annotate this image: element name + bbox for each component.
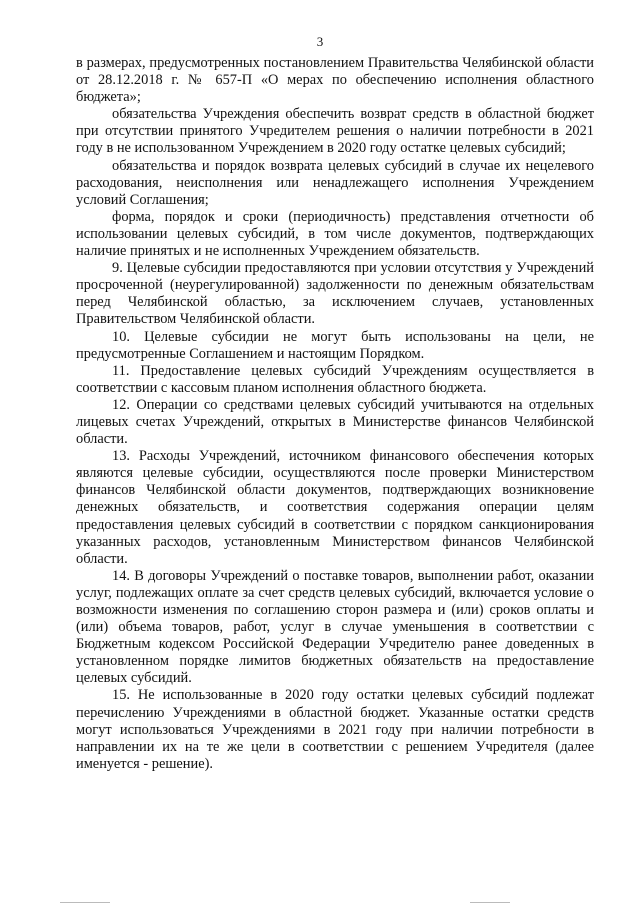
paragraph-item-10: 10. Целевые субсидии не могут быть использованы на цели, не предусмотренные Соглашением и настоящим Порядком. — [76, 328, 594, 362]
paragraph-reporting-form: форма, порядок и сроки (периодичность) представления отчетности об использовании целевых субсидий, в том числе документов, подтверждающих наличие принятых и не исполненных Учреждением обязательств. — [76, 208, 594, 260]
paragraph-item-9: 9. Целевые субсидии предоставляются при условии отсутствия у Учреждений просроченной (неурегулированной) задолженности по денежным обязательствам перед Челябинской областью, за исключением случаев, установленных Правительством Челябинской области. — [76, 260, 594, 328]
paragraph-item-15: 15. Не использованные в 2020 году остатки целевых субсидий подлежат перечислению Учреждениями в областной бюджет. Указанные остатки средств могут использоваться Учреждениями в 2021 году при наличии потребности в направлении их на те же цели в соответствии с решением Учредителя (далее именуется - решение). — [76, 687, 594, 772]
paragraph-continuation: в размерах, предусмотренных постановлением Правительства Челябинской области от 28.12.2018 г. № 657-П «О мерах по обеспечению исполнения областного бюджета»; — [76, 55, 594, 106]
document-body — [76, 55, 594, 773]
page-number: 3 — [316, 34, 324, 49]
paragraph-item-13: 13. Расходы Учреждений, источником финансового обеспечения которых являются целевые субсидии, осуществляются после проверки Министерством финансов Челябинской области документов, подтверждающих возникновение денежных обязательств, и соответствия содержания операции целям предоставления целевых субсидий в соответствии с порядком санкционирования указанных расходов, установленным Министерством финансов Челябинской области. — [76, 448, 594, 567]
paragraph-item-12: 12. Операции со средствами целевых субсидий учитываются на отдельных лицевых счетах Учреждений, открытых в Министерстве финансов Челябинской области. — [76, 396, 594, 448]
paragraph-return-procedure: обязательства и порядок возврата целевых субсидий в случае их нецелевого расходования, неисполнения или ненадлежащего исполнения Учреждением условий Соглашения; — [76, 157, 594, 208]
paragraph-item-11: 11. Предоставление целевых субсидий Учреждениям осуществляется в соответствии с кассовым планом исполнения областного бюджета. — [76, 362, 594, 396]
scan-edge-mark-left — [60, 902, 110, 903]
scan-edge-mark-right — [470, 902, 510, 903]
paragraph-item-14: 14. В договоры Учреждений о поставке товаров, выполнении работ, оказании услуг, подлежащих оплате за счет средств целевых субсидий, включается условие о возможности изменения по соглашению сторон размера и (или) сроков оплаты и (или) объема товаров, работ, услуг в случае уменьшения в соответствии с Бюджетным кодексом Российской Федерации Учредителю ранее доведенных в установленном порядке лимитов бюджетных обязательств на предоставление целевых субсидий. — [76, 567, 594, 687]
paragraph-return-obligation: обязательства Учреждения обеспечить возврат средств в областной бюджет при отсутствии принятого Учредителем решения о наличии потребности в 2021 году в не использованном Учреждением в 2020 году остатке целевых субсидий; — [76, 106, 594, 157]
